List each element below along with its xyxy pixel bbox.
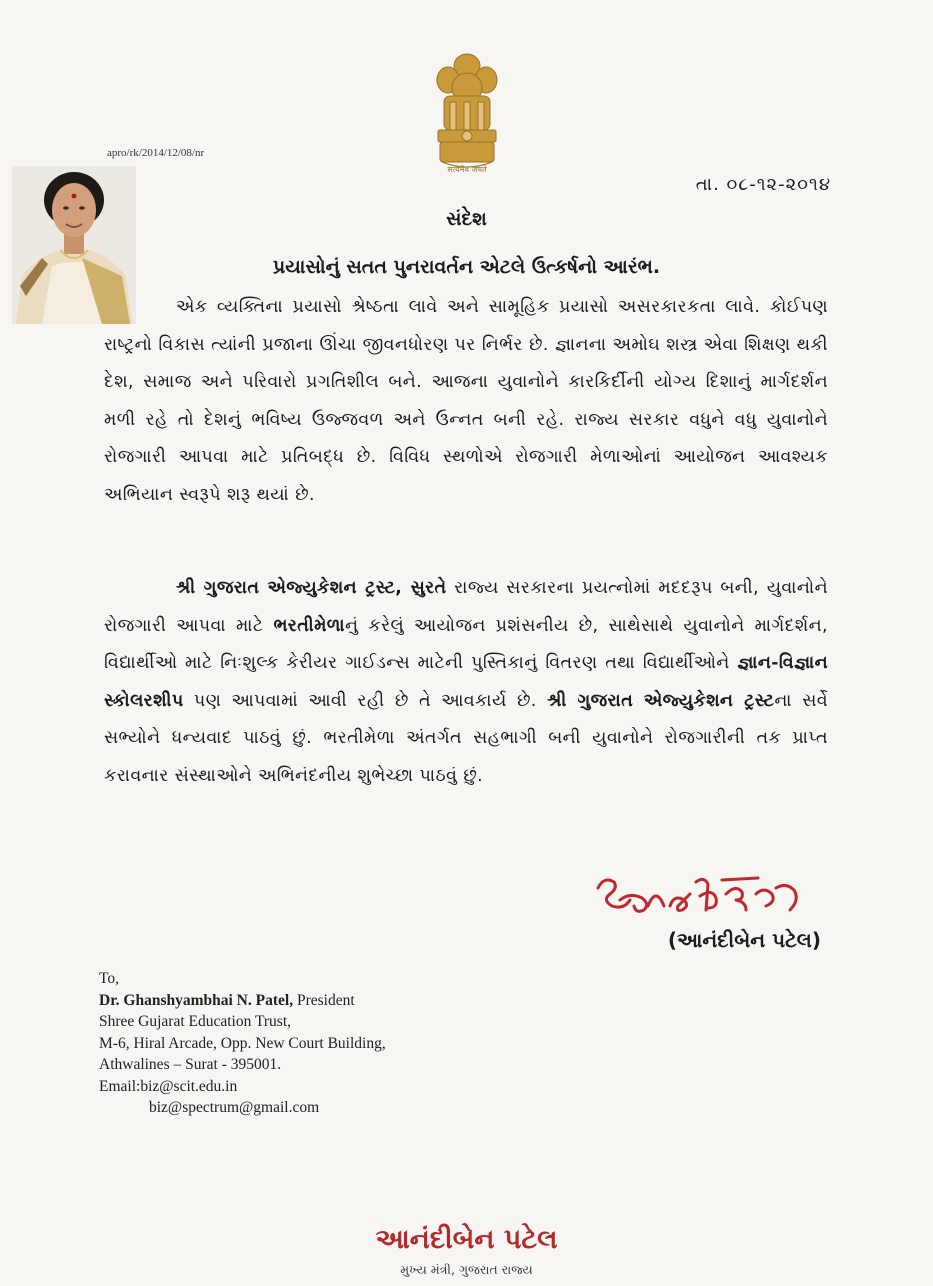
paragraph-text: પણ આપવામાં આવી રહી છે તે આવકાર્ય છે. (183, 690, 548, 711)
recruitment-fair-bold: ભરતીમેળા (273, 615, 346, 636)
message-paragraph-1: એક વ્યક્તિના પ્રયાસો શ્રેષ્ઠતા લાવે અને સામૂહિક પ્રયાસો અસરકારકતા લાવે. કોઈપણ રાષ્ટ્રનો વિકાસ ત્યાંની પ્રજાના ઊંચા જીવનધોરણ પર નિર્ભર છે. જ્ઞાનના અમોઘ શસ્ત્ર એવા શિક્ષણ થકી દેશ, સમાજ અને પરિવારો પ્રગતિશીલ બને. આજના યુવાનોને કારકિર્દીની યોગ્ય દિશાનું માર્ગદર્શન મળી રહે તો દેશનું ભવિષ્ય ઉજ્જવળ અને ઉન્નત બની રહે. રાજ્ય સરકાર વધુને વધુ યુવાનોને રોજગારી આપવા માટે પ્રતિબદ્ધ છે. વિવિધ સ્થળોએ રોજગારી મેળાઓનાં આયોજન આવશ્યક અભિયાન સ્વરૂપે શરૂ થયાં છે. (104, 297, 828, 505)
recipient-name: Dr. Ghanshyambhai N. Patel, (99, 991, 294, 1009)
paragraph-text: ના સર્વે સભ્યોને ધન્યવાદ પાઠવું છું. ભરતીમેળા અંતર્ગત સહભાગી બની યુવાનોને રોજગારીની તક પ્રાપ્ત કરાવનાર સંસ્થાઓને અભિનંદનીય શુભેચ્છા પાઠવું છું. (104, 690, 828, 786)
address-line-2: Athwalines – Surat - 395001. (99, 1056, 282, 1073)
message-paragraph-2 (104, 570, 828, 796)
footer-name: આનંદીબેન પટેલ (375, 1224, 558, 1255)
address-name-line (99, 990, 386, 1012)
letter-heading: સંદેશ (446, 208, 487, 230)
paragraph-text: નું કરેલું આયોજન પ્રશંસનીય છે, સાથેસાથે યુવાનોને માર્ગદર્શન, વિદ્યાર્થીઓ માટે નિઃશુલ્ક કેરીયર ગાઈડન્સ માટેની પુસ્તિકાનું વિતરણ તથા વિદ્યાર્થીઓને (104, 615, 829, 674)
address-email-1: Email:biz@scit.edu.in (99, 1077, 238, 1095)
trust-name-bold: શ્રી ગુજરાત એજ્યુકેશન ટ્રસ્ટ (547, 690, 775, 711)
address-email-2: biz@spectrum@gmail.com (149, 1099, 320, 1116)
reference-number: apro/rk/2014/12/08/nr (107, 147, 205, 159)
recipient-designation: President (293, 991, 355, 1009)
letter-subheading: પ્રયાસોનું સતત પુનરાવર્તન એટલે ઉત્કર્ષનો આરંભ. (272, 256, 661, 278)
address-to: To, (99, 970, 120, 987)
signatory-name: (આનંદીબેન પટેલ) (667, 928, 821, 952)
trust-name-bold: શ્રી ગુજરાત એજ્યુકેશન ટ્રસ્ટ, સુરતે (176, 578, 447, 598)
recipient-address (99, 968, 386, 1119)
footer-title: મુખ્ય મંત્રી, ગુજરાત રાજ્ય (400, 1262, 533, 1277)
address-line-1: M-6, Hiral Arcade, Opp. New Court Building, (99, 1034, 386, 1052)
letter-date: તા. ૦૮-૧૨-૨૦૧૪ (695, 174, 831, 195)
emblem-motto: सत्यमेव जयते (447, 165, 487, 174)
paragraph-text: રાજ્ય સરકારના પ્રયત્નોમાં મદદરૂપ બની, યુવાનોને રોજગારી આપવા માટે (104, 578, 828, 636)
handwritten-signature (590, 866, 820, 926)
national-emblem-icon (428, 48, 506, 178)
scholarship-bold: જ્ઞાન-વિજ્ઞાન સ્કોલરશીપ (104, 653, 828, 711)
address-org: Shree Gujarat Education Trust, (99, 1013, 292, 1030)
